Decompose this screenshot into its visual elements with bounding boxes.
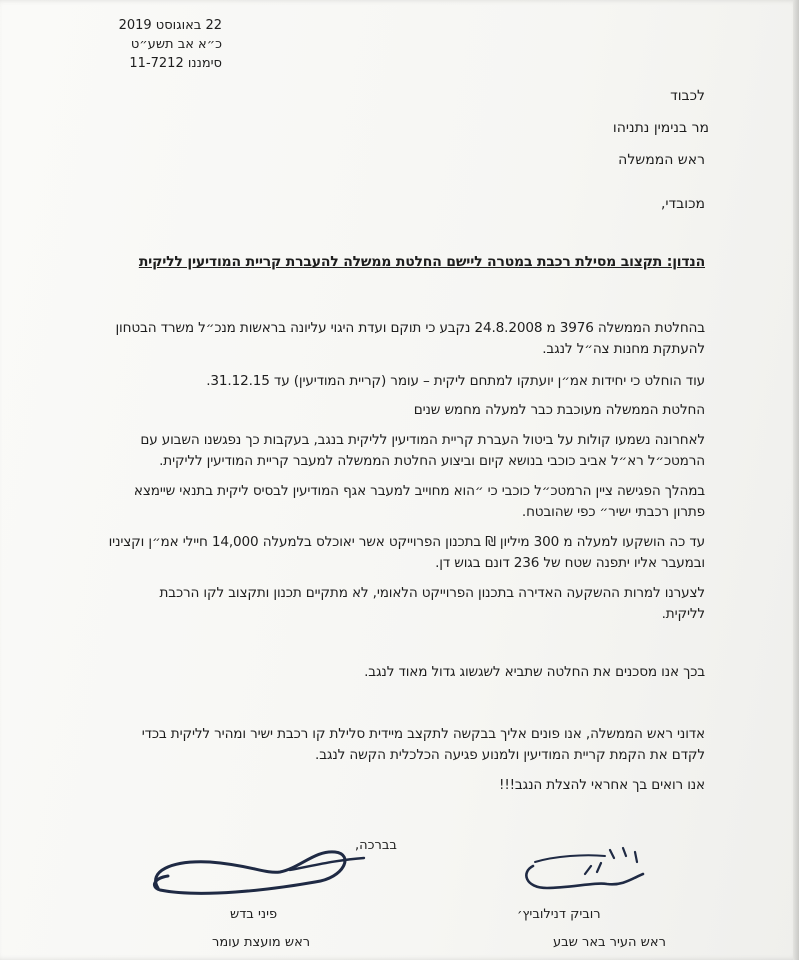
body-line: להעתקת מחנות צה״ל לנגב. — [542, 341, 705, 357]
signatory-right-title: ראש העיר באר שבע — [553, 935, 666, 950]
body-line: לקדם את הקמת קריית המודיעין ולמנוע פגיעה הכלכלית הקשה לנגב. — [315, 747, 705, 763]
signature-right-image — [515, 838, 665, 908]
body-line: עוד הוחלט כי יחידות אמ״ן יועתקו למתחם ליקית – עומר (קריית המודיעין) עד 31.12.15. — [206, 373, 705, 389]
recipient-name: מר בנימין נתניהו — [612, 120, 709, 136]
body-line: אנו רואים בך אחראי להצלת הנגב!!! — [499, 777, 705, 793]
body-line: אדוני ראש הממשלה, אנו פונים אליך בבקשה לתקצב מיידית סלילת קו רכבת ישיר ומהיר לליקית בכדי — [141, 726, 705, 742]
date-hebrew: כ״א אב תשע״ט — [130, 37, 222, 52]
body-line: בהחלטת הממשלה 3976 מ 24.8.2008 נקבע כי תוקם ועדת היגוי עליונה בראשות מנכ״ל משרד הבטחון — [115, 320, 705, 336]
body-line: לליקית. — [661, 606, 705, 622]
body-line: עד כה הושקעו למעלה מ 300 מיליון ₪ בתכנון הפרוייקט אשר יאוכלס בלמעלה 14,000 חיילי אמ״ן וקציניו — [108, 534, 705, 550]
closing-blessing: בברכה, — [355, 838, 397, 853]
subject-line: הנדון: תקצוב מסילת רכבת במטרה ליישם החלטת ממשלה להעברת קריית המודיעין לליקית — [138, 254, 705, 270]
signatory-left-title: ראש מועצת עומר — [212, 935, 311, 950]
reference-number: סימננו 11-7212 — [129, 56, 222, 71]
recipient-title: ראש הממשלה — [618, 152, 705, 168]
body-line: הרמטכ״ל רא״ל אביב כוכבי בנושא קיום וביצוע החלטת הממשלה למעבר קריית המודיעין לליקית. — [159, 453, 705, 469]
date-gregorian: 22 באוגוסט 2019 — [118, 18, 222, 33]
body-line: במהלך הפגישה ציין הרמטכ״ל כוכבי כי ״הוא מחוייב למעבר אגף המודיעין לבסיס ליקית בתנאי שיימצא — [133, 483, 705, 499]
body-line: פתרון רכבתי ישיר״ כפי שהובטח. — [521, 504, 705, 520]
body-line: לצערנו למרות ההשקעה האדירה בתכנון הפרוייקט הלאומי, לא מתקיים תכנון ותקצוב לקו הרכבת — [159, 585, 705, 601]
date-block — [112, 16, 222, 73]
paper-edge — [793, 0, 799, 960]
recipient-honorific: לכבוד — [670, 88, 705, 104]
body-line: בכך אנו מסכנים את החלטה שתביא לשגשוג גדול מאוד לנגב. — [364, 664, 705, 680]
body-line: ובמעבר אליו יתפנה שטח של 236 דונם בגוש דן. — [435, 555, 705, 571]
signature-left-image — [140, 838, 380, 908]
signatory-left-name: פיני בדש — [230, 907, 278, 922]
body-line: החלטת הממשלה מעוכבת כבר למעלה מחמש שנים — [413, 402, 705, 418]
signatory-right-name: רוביק דנילוביץ׳ — [517, 907, 601, 922]
salutation: מכובדי, — [660, 196, 705, 212]
body-line: לאחרונה נשמעו קולות על ביטול העברת קריית המודיעין לליקית בנגב, בעקבות כך נפגשנו השבוע עם — [140, 432, 705, 448]
